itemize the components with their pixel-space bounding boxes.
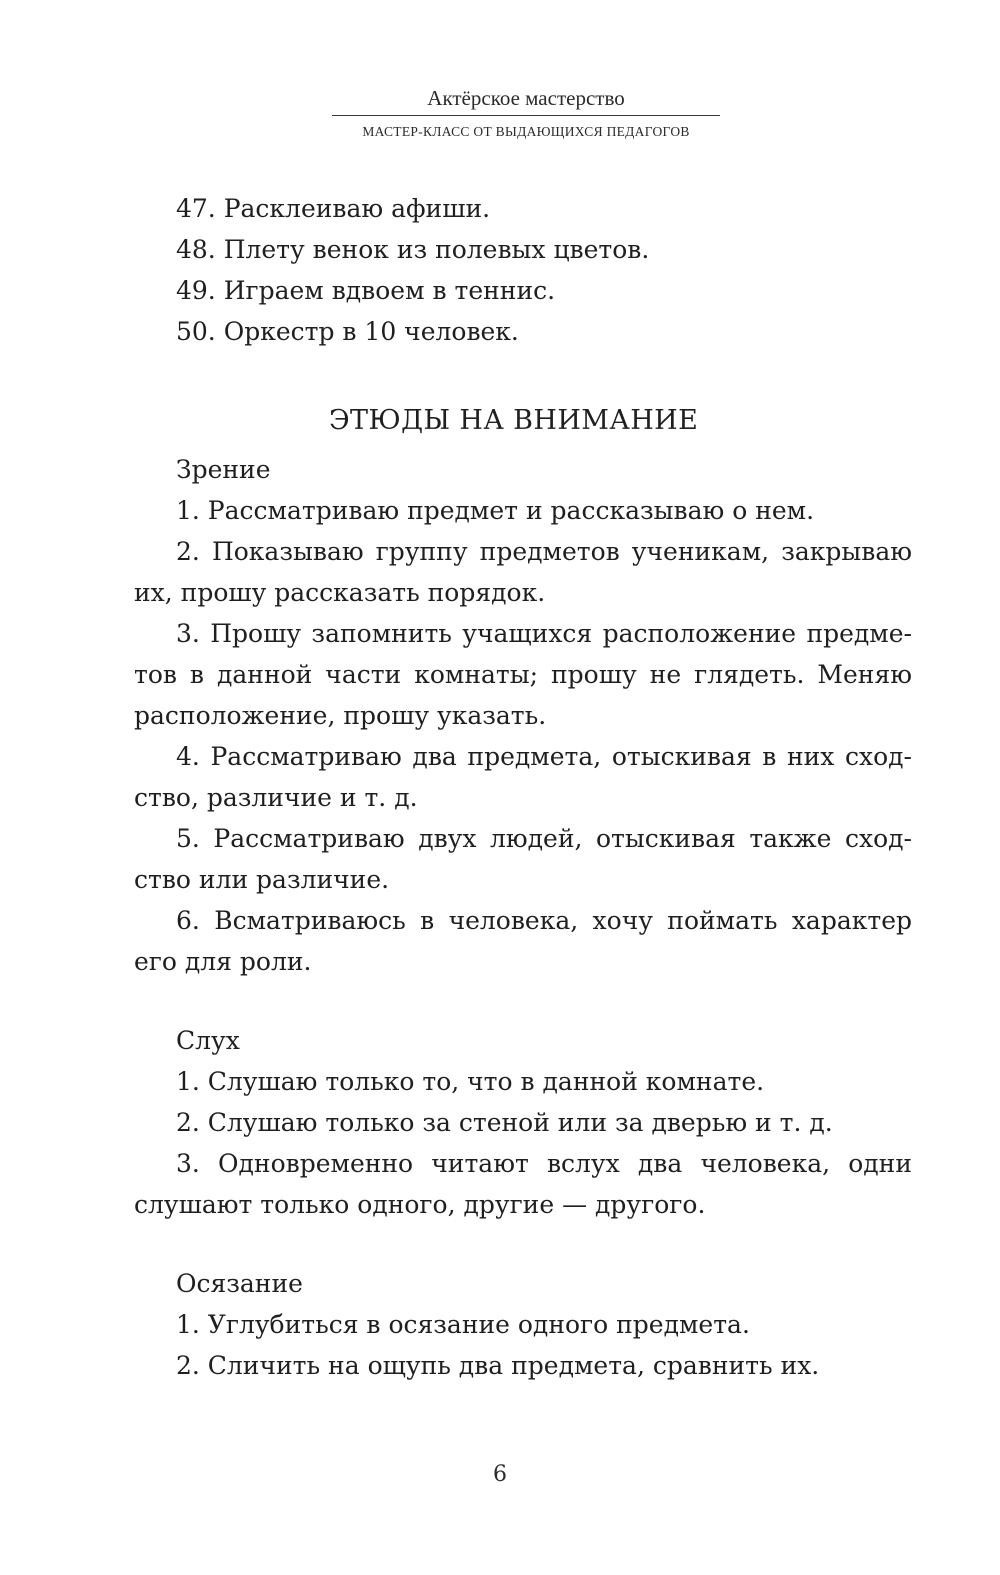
spacer xyxy=(176,1225,912,1263)
text-line: 1. Слушаю только то, что в данной комнате. xyxy=(176,1067,765,1096)
text-line: его для роли. xyxy=(134,947,312,976)
text-line: ство, различие и т. д. xyxy=(134,783,418,812)
text-line: 3. Прошу запомнить учащихся расположение предме- xyxy=(176,619,912,648)
list-item xyxy=(176,490,912,531)
subsection-heading-vision: Зрение xyxy=(176,455,271,484)
text-line: 6. Всматриваюсь в человека, хочу поймать характер xyxy=(176,906,912,935)
running-head-subtitle: МАСТЕР-КЛАСС ОТ ВЫДАЮЩИХСЯ ПЕДАГОГОВ xyxy=(362,124,690,139)
list-item xyxy=(134,736,912,818)
text-line: 1. Углубиться в осязание одного предмета. xyxy=(176,1310,750,1339)
text-line: 4. Рассматриваю два предмета, отыскивая в них сход- xyxy=(176,742,912,771)
page-body xyxy=(134,188,912,1386)
list-item: 49. Играем вдвоем в теннис. xyxy=(176,276,556,305)
list-item xyxy=(176,1061,912,1102)
list-item xyxy=(176,1345,912,1386)
subsection-heading-touch: Осязание xyxy=(176,1269,303,1298)
text-line: тов в данной части комнаты; прошу не глядеть. Меняю xyxy=(134,660,912,689)
subsection-heading-hearing: Слух xyxy=(176,1026,240,1055)
list-item xyxy=(176,1102,912,1143)
list-item xyxy=(134,818,912,900)
running-head xyxy=(332,84,720,141)
list-item: 48. Плету венок из полевых цветов. xyxy=(176,235,650,264)
text-line: 3. Одновременно читают вслух два человека, одни xyxy=(176,1149,912,1178)
list-item xyxy=(134,900,912,982)
text-line: ство или различие. xyxy=(134,865,390,894)
text-line: 2. Слушаю только за стеной или за дверью и т. д. xyxy=(176,1108,833,1137)
text-line: 2. Показываю группу предметов ученикам, закрываю xyxy=(176,537,912,566)
text-line: 5. Рассматриваю двух людей, отыскивая также сход- xyxy=(176,824,912,853)
list-item: 47. Расклеиваю афиши. xyxy=(176,194,491,223)
list-item xyxy=(134,1143,912,1225)
list-item xyxy=(134,531,912,613)
text-line: 2. Сличить на ощупь два предмета, сравнить их. xyxy=(176,1351,820,1380)
text-line: слушают только одного, другие — другого. xyxy=(134,1190,706,1219)
list-item: 50. Оркестр в 10 человек. xyxy=(176,317,519,346)
spacer xyxy=(176,982,912,1020)
list-item xyxy=(134,613,912,736)
section-title: ЭТЮДЫ НА ВНИМАНИЕ xyxy=(329,405,699,436)
page-number: 6 xyxy=(493,1462,507,1487)
text-line: их, прошу рассказать порядок. xyxy=(134,578,546,607)
list-item xyxy=(176,1304,912,1345)
running-head-title: Актёрское мастерство xyxy=(427,86,625,110)
text-line: 1. Рассматриваю предмет и рассказываю о нем. xyxy=(176,496,815,525)
running-head-rule xyxy=(332,115,720,116)
text-line: расположение, прошу указать. xyxy=(134,701,547,730)
